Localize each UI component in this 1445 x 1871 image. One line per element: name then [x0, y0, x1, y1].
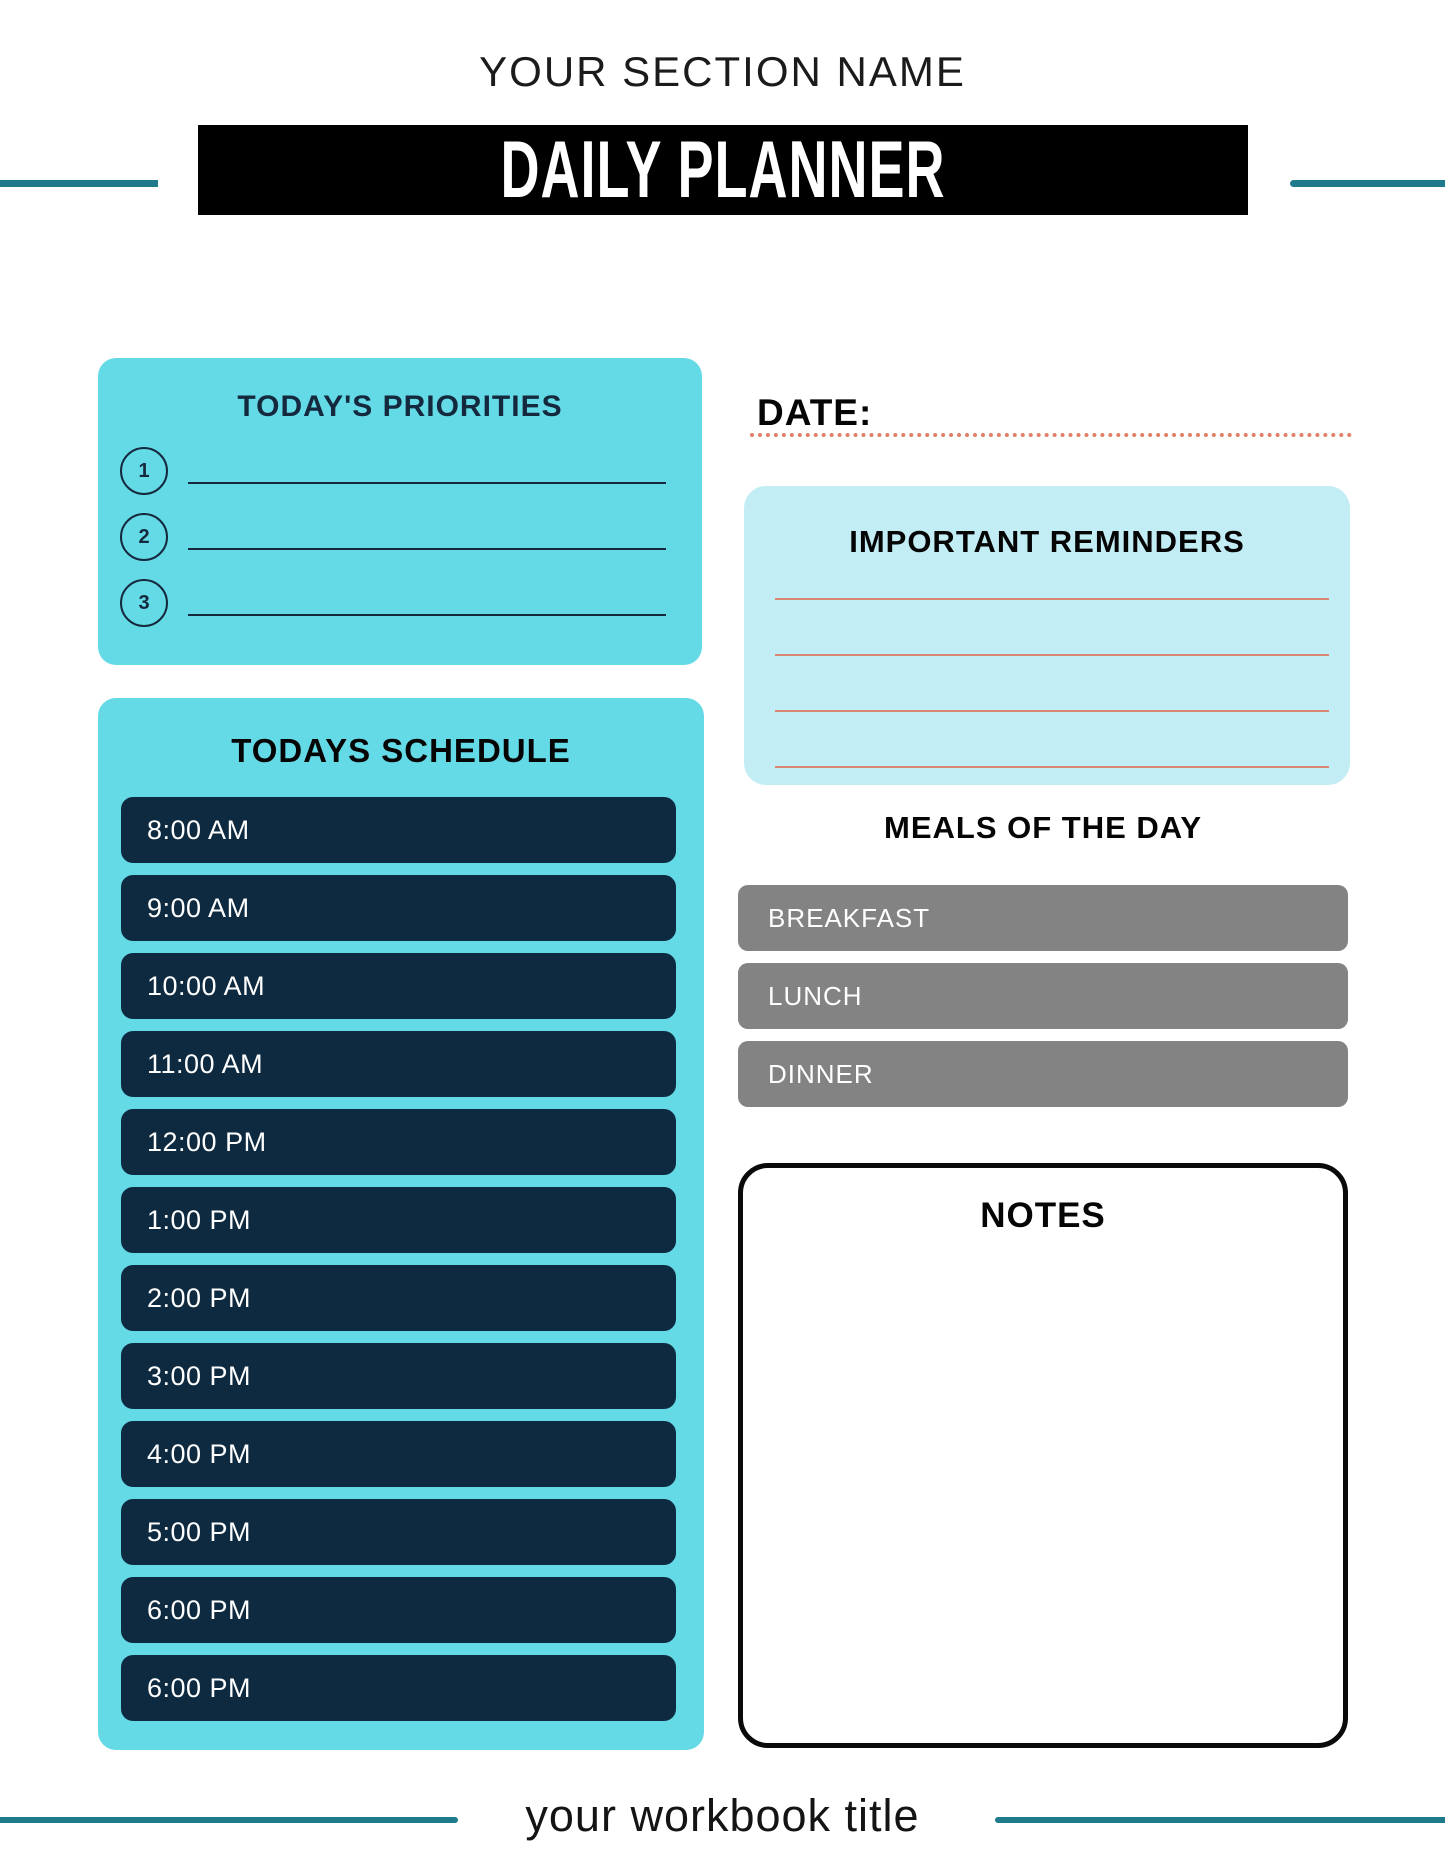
priority-write-line[interactable]	[188, 548, 666, 550]
title-banner	[198, 125, 1248, 215]
time-slot-label: 3:00 PM	[147, 1360, 252, 1391]
meal-label: BREAKFAST	[768, 902, 931, 933]
priority-number-badge: 2	[120, 513, 168, 561]
time-slot[interactable]	[121, 1655, 676, 1721]
meal-list	[738, 885, 1348, 1107]
time-slot[interactable]	[121, 1265, 676, 1331]
time-slot-label: 11:00 AM	[147, 1048, 264, 1079]
notes-title: NOTES	[980, 1196, 1106, 1235]
schedule-title: TODAYS SCHEDULE	[231, 732, 571, 769]
priority-row	[120, 438, 666, 504]
time-slot[interactable]	[121, 1109, 676, 1175]
time-slot-label: 4:00 PM	[147, 1438, 252, 1469]
notes-area[interactable]	[738, 1163, 1348, 1748]
time-slot-label: 8:00 AM	[147, 814, 250, 845]
time-slot[interactable]	[121, 1421, 676, 1487]
meal-label: DINNER	[768, 1058, 874, 1089]
meal-bar[interactable]	[738, 1041, 1348, 1107]
reminder-write-line[interactable]	[775, 712, 1329, 768]
schedule-box	[98, 698, 704, 1750]
reminders-title: IMPORTANT REMINDERS	[849, 524, 1245, 559]
priority-row	[120, 504, 666, 570]
time-slot[interactable]	[121, 953, 676, 1019]
time-slot[interactable]	[121, 1343, 676, 1409]
priorities-box	[98, 358, 702, 665]
meals-title: MEALS OF THE DAY	[884, 810, 1202, 845]
meal-bar[interactable]	[738, 963, 1348, 1029]
reminder-write-line[interactable]	[775, 544, 1329, 600]
reminders-box	[744, 486, 1350, 785]
priority-number-badge: 1	[120, 447, 168, 495]
time-slot-label: 9:00 AM	[147, 892, 250, 923]
time-slot[interactable]	[121, 1187, 676, 1253]
time-slot-label: 1:00 PM	[147, 1204, 252, 1235]
time-slot-label: 2:00 PM	[147, 1282, 252, 1313]
time-slot-label: 12:00 PM	[147, 1126, 267, 1157]
priority-number-badge: 3	[120, 579, 168, 627]
time-slot-label: 6:00 PM	[147, 1594, 252, 1625]
page-title: DAILY PLANNER	[500, 125, 946, 215]
time-slot-label: 5:00 PM	[147, 1516, 252, 1547]
workbook-title: your workbook title	[525, 1790, 920, 1841]
time-slot[interactable]	[121, 1031, 676, 1097]
time-slot[interactable]	[121, 875, 676, 941]
date-input-line[interactable]	[750, 433, 1352, 437]
priority-row	[120, 570, 666, 636]
time-slot-label: 6:00 PM	[147, 1672, 252, 1703]
time-slot[interactable]	[121, 1577, 676, 1643]
reminder-line-list	[775, 544, 1329, 768]
priorities-title: TODAY'S PRIORITIES	[237, 390, 563, 423]
reminder-write-line[interactable]	[775, 656, 1329, 712]
priority-list	[120, 438, 666, 636]
meal-bar[interactable]	[738, 885, 1348, 951]
section-name-title: YOUR SECTION NAME	[479, 48, 966, 95]
reminder-write-line[interactable]	[775, 600, 1329, 656]
top-right-divider	[1290, 180, 1445, 187]
time-slot-list	[121, 797, 676, 1721]
date-label: DATE:	[757, 392, 873, 433]
time-slot-label: 10:00 AM	[147, 970, 266, 1001]
time-slot[interactable]	[121, 797, 676, 863]
priority-write-line[interactable]	[188, 614, 666, 616]
meal-label: LUNCH	[768, 980, 863, 1011]
priority-write-line[interactable]	[188, 482, 666, 484]
time-slot[interactable]	[121, 1499, 676, 1565]
top-left-divider	[0, 180, 158, 187]
